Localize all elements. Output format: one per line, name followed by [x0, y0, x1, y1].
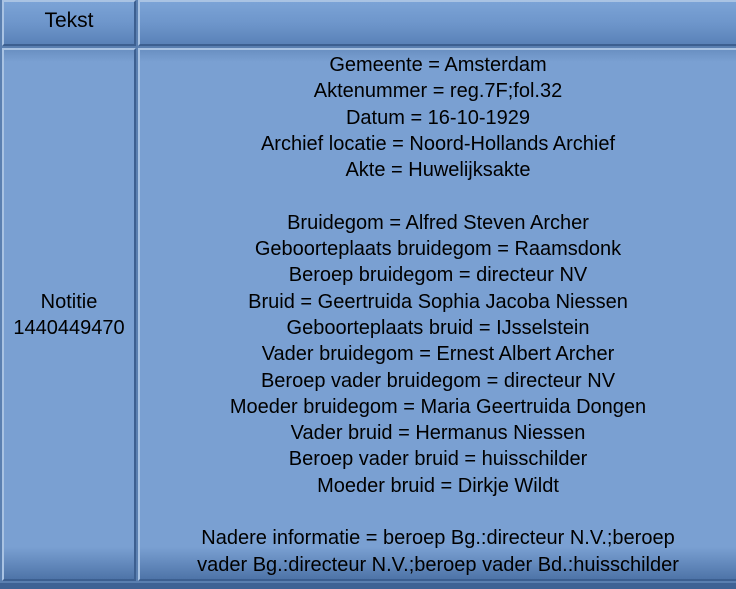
record-text: [140, 52, 736, 578]
field-gemeente: Gemeente = Amsterdam: [329, 54, 547, 76]
field-nadere-informatie-1: Nadere informatie = beroep Bg.:directeur N.V.;beroep: [201, 527, 675, 550]
field-archief-locatie: Archief locatie = Noord-Hollands Archief: [260, 132, 616, 155]
header-cell-value: [138, 0, 736, 46]
row-label-cell: [2, 48, 136, 581]
field-geboorteplaats-bruidegom: Geboorteplaats bruidegom = Raamsdonk: [254, 238, 622, 261]
header-tekst: Tekst: [44, 9, 94, 32]
field-beroep-vader-bruid: Beroep vader bruid = huisschilder: [288, 448, 588, 471]
notitie-label: [4, 289, 134, 341]
field-vader-bruid: Vader bruid = Hermanus Niessen: [290, 422, 586, 445]
field-beroep-bruidegom: Beroep bruidegom = directeur NV: [288, 264, 588, 287]
field-moeder-bruid: Moeder bruid = Dirkje Wildt: [317, 474, 559, 497]
field-bruidegom: Bruidegom = Alfred Steven Archer: [287, 211, 589, 234]
notitie-id: 1440449470: [13, 317, 125, 339]
field-vader-bruidegom: Vader bruidegom = Ernest Albert Archer: [261, 343, 615, 366]
blank-line: [140, 499, 736, 525]
notitie-title: Notitie: [40, 291, 98, 313]
header-cell-label: [2, 0, 136, 46]
field-datum: Datum = 16-10-1929: [345, 106, 530, 129]
field-akte: Akte = Huwelijksakte: [345, 159, 531, 182]
field-geboorteplaats-bruid: Geboorteplaats bruid = IJsselstein: [286, 316, 590, 339]
field-bruid: Bruid = Geertruida Sophia Jacoba Niessen: [248, 290, 628, 313]
field-beroep-vader-bruidegom: Beroep vader bruidegom = directeur NV: [260, 369, 616, 392]
field-moeder-bruidegom: Moeder bruidegom = Maria Geertruida Dongen: [229, 395, 647, 418]
row-value-cell: [138, 48, 736, 581]
field-aktenummer: Aktenummer = reg.7F;fol.32: [313, 80, 563, 103]
table-bottom-edge: [0, 583, 736, 589]
field-nadere-informatie-2: vader Bg.:directeur N.V.;beroep vader Bd.:huisschilder: [197, 553, 679, 576]
blank-line: [140, 183, 736, 209]
